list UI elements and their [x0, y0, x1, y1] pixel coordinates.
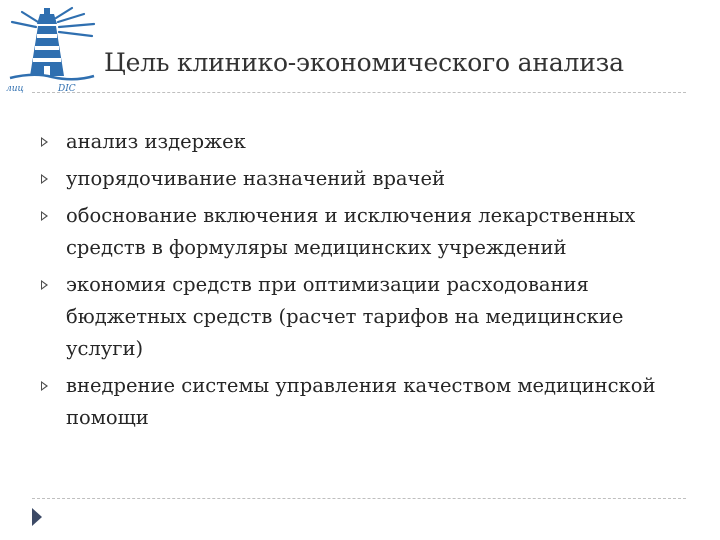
logo-caption-left: лиц: [6, 84, 24, 94]
bullet-text: обоснование включения и исключения лекарственных средств в формуляры медицинских учреждений: [66, 204, 636, 259]
bullet-list: [40, 126, 690, 439]
bullet-arrow-icon: [41, 211, 48, 221]
bullet-item: [40, 370, 690, 434]
bullet-text: экономия средств при оптимизации расходования бюджетных средств (расчет тарифов на медицинские услуги): [66, 273, 624, 360]
bullet-item: [40, 126, 690, 158]
lighthouse-logo: [4, 4, 100, 96]
bullet-item: [40, 163, 690, 195]
logo-caption-right: DIC: [58, 84, 76, 94]
lighthouse-icon: [4, 4, 100, 84]
bullet-arrow-icon: [41, 381, 48, 391]
bullet-arrow-icon: [41, 137, 48, 147]
bullet-item: [40, 269, 690, 365]
bullet-arrow-icon: [41, 280, 48, 290]
slide-title: Цель клинико-экономического анализа: [104, 48, 624, 77]
title-divider: [32, 92, 686, 93]
bullet-text: анализ издержек: [66, 130, 246, 153]
bullet-text: внедрение системы управления качеством медицинской помощи: [66, 374, 656, 429]
bullet-item: [40, 200, 690, 264]
bullet-arrow-icon: [41, 174, 48, 184]
footer-divider: [32, 498, 686, 499]
bullet-text: упорядочивание назначений врачей: [66, 167, 445, 190]
nav-arrow-icon[interactable]: [30, 506, 44, 528]
